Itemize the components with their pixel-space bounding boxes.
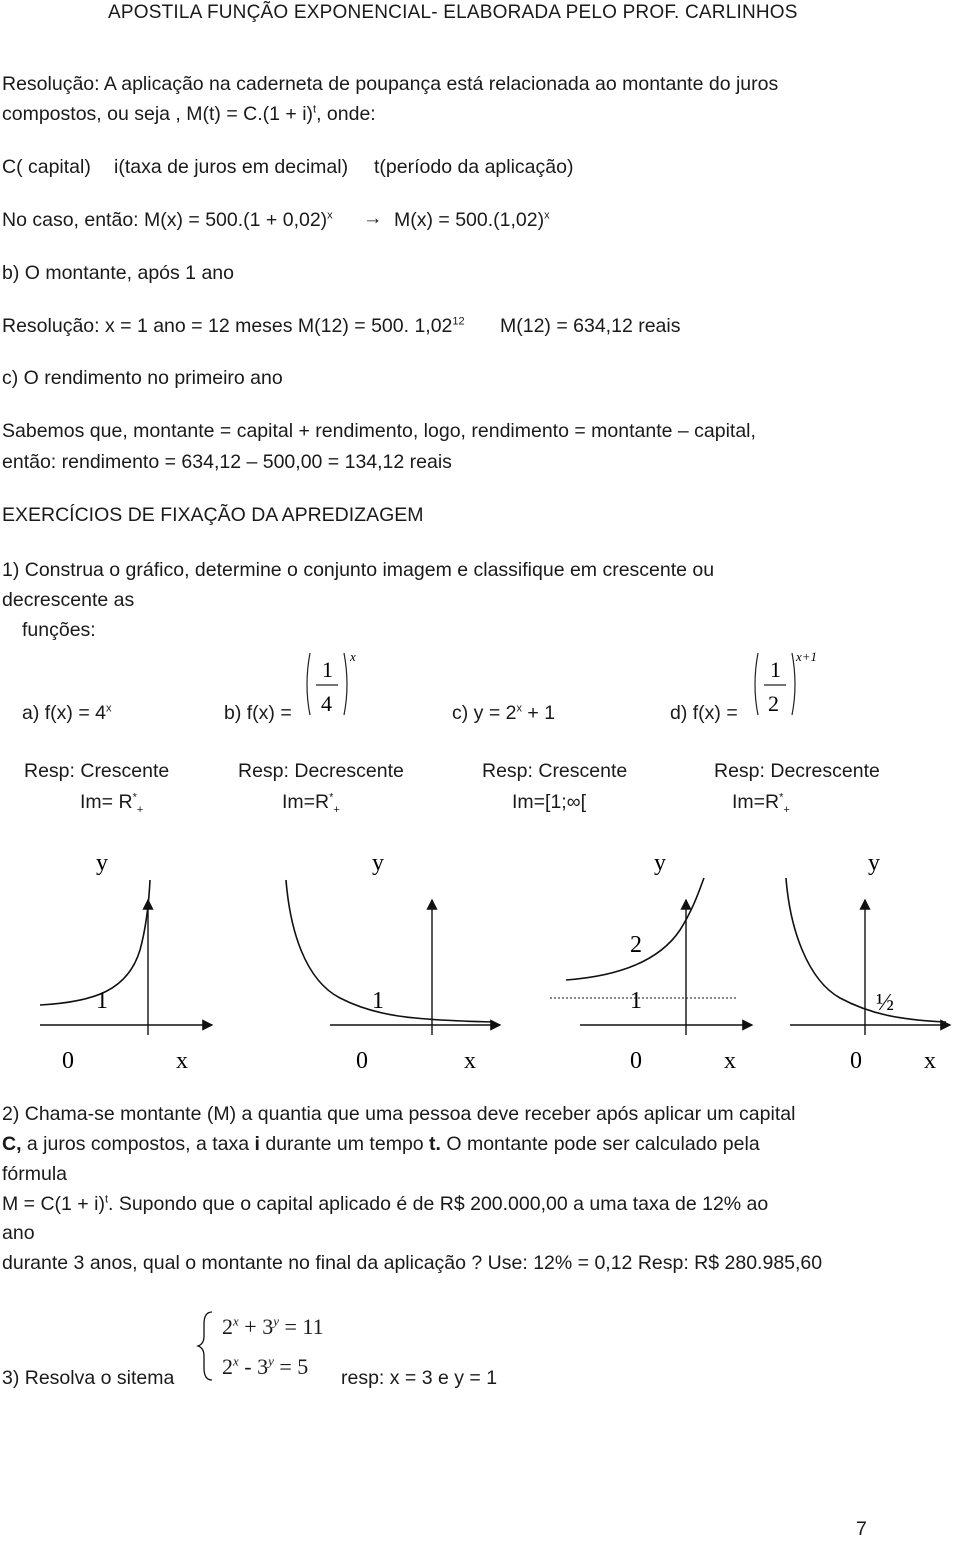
arrow-icon: → <box>363 207 383 229</box>
fraction-b-denominator: 4 <box>321 691 332 716</box>
ex1-func-c: c) $y = 2^x + 1$ <box>452 702 556 724</box>
graph-d-x-label: x <box>924 1048 936 1074</box>
answer-d-image: $Im=R^*_+$ <box>732 791 790 816</box>
intro-line-4: No caso, então: $M(x) = 500.(1 + 0,02)^x$ <box>2 209 333 231</box>
graph-c-mark-2: 2 <box>630 932 642 958</box>
graph-d-y-label: y <box>868 850 880 876</box>
graph-d <box>786 850 950 1074</box>
ex3-equation-1: $2^x + 3^y = 11$ <box>222 1313 324 1339</box>
graph-c <box>550 850 752 1074</box>
graph-a-x-label: x <box>176 1048 188 1074</box>
ex1-func-b-label: b) f(x) = <box>224 702 292 724</box>
page-header: APOSTILA FUNÇÃO EXPONENCIAL- ELABORADA PELO PROF. CARLINHOS <box>108 2 798 23</box>
answer-b-resp: Resp: Decrescente <box>238 760 404 782</box>
fraction-d-numerator: 1 <box>770 657 781 682</box>
graph-c-y-label: y <box>654 850 666 876</box>
graph-c-x-label: x <box>724 1048 736 1074</box>
item-b-resolution: Resolução: x = 1 ano = 12 meses M(12) = 500. 1,02$^{12}$ <box>2 315 465 337</box>
ex1-line-1: 1) Construa o gráfico, determine o conjunto imagem e classifique em crescente ou <box>2 559 715 581</box>
graph-a-curve <box>40 880 150 1005</box>
graphs <box>0 840 960 1080</box>
graph-b-y-label: y <box>372 850 384 876</box>
fraction-b-numerator: 1 <box>322 657 333 682</box>
graph-a-y-label: y <box>96 850 108 876</box>
intro-def-taxa: i(taxa de juros em decimal) <box>114 156 349 178</box>
ex1-line-2: decrescente as <box>2 589 135 611</box>
ex2-line-3: fórmula <box>2 1163 68 1185</box>
intro-def-capital: C( capital) <box>2 156 91 178</box>
ex1-func-a: a) $f(x) = 4^x$ <box>22 702 112 724</box>
answer-c-image: Im=[1;∞[ <box>512 791 587 813</box>
graph-d-mark: ½ <box>876 990 894 1016</box>
page-number: 7 <box>856 1518 867 1540</box>
graph-a-origin: 0 <box>62 1048 74 1074</box>
ex2-line-2: C, a juros compostos, a taxa i durante um tempo t. O montante pode ser calculado pela <box>2 1133 760 1155</box>
item-c-line-2: então: rendimento = 634,12 – 500,00 = 134,12 reais <box>2 451 452 473</box>
ex2-line-4: $M = C(1 + i)^t$. Supondo que o capital aplicado é de R$ 200.000,00 a uma taxa de 12% ao <box>2 1193 769 1215</box>
ex2-line-6: durante 3 anos, qual o montante no final da aplicação ? Use: 12% = 0,12 Resp: R$ 280.985,60 <box>2 1252 823 1274</box>
intro-def-periodo: t(período da aplicação) <box>374 156 574 178</box>
item-c-line-1: Sabemos que, montante = capital + rendimento, logo, rendimento = montante – capital, <box>2 420 756 442</box>
item-c-title: c) O rendimento no primeiro ano <box>2 367 283 389</box>
answer-b-image: $Im=R^*_+$ <box>282 791 340 816</box>
intro-line-4-result: $M(x) = 500.(1,02)^x$ <box>394 209 550 231</box>
item-b-title: b) O montante, após 1 ano <box>2 262 234 284</box>
fraction-b-exponent: x <box>350 649 356 664</box>
graph-b-x-label: x <box>464 1048 476 1074</box>
fraction-d-denominator: 2 <box>768 691 779 716</box>
ex2-line-1: 2) Chama-se montante (M) a quantia que uma pessoa deve receber após aplicar um capital <box>2 1103 796 1125</box>
graph-b-origin: 0 <box>356 1048 368 1074</box>
answer-c-resp: Resp: Crescente <box>482 760 628 782</box>
graph-a <box>40 850 212 1074</box>
item-b-result: M(12) = 634,12 reais <box>500 315 681 337</box>
ex1-func-d-label: d) f(x) = <box>670 702 738 724</box>
intro-line-1: Resolução: A aplicação na caderneta de poupança está relacionada ao montante do juros <box>2 73 779 95</box>
fraction-b <box>300 645 370 725</box>
ex1-line-3: funções: <box>22 619 96 641</box>
graph-b-curve <box>286 880 492 1022</box>
fraction-d <box>748 645 838 725</box>
fraction-d-exponent: x+1 <box>796 649 818 664</box>
ex3-answer: resp: x = 3 e y = 1 <box>341 1367 498 1389</box>
ex2-line-5: ano <box>2 1222 35 1244</box>
answer-a-resp: Resp: Crescente <box>24 760 170 782</box>
intro-line-2: compostos, ou seja , $M(t) = C.(1 + i)^t$, onde: <box>2 103 376 125</box>
graph-c-mark-1: 1 <box>630 988 642 1014</box>
graph-c-curve <box>566 878 704 980</box>
answer-a-image: $Im= R^*_+$ <box>80 791 144 816</box>
graph-a-mark: 1 <box>96 988 108 1014</box>
graph-b-mark: 1 <box>372 988 384 1014</box>
graph-c-origin: 0 <box>630 1048 642 1074</box>
graph-b <box>286 850 500 1074</box>
graph-d-origin: 0 <box>850 1048 862 1074</box>
ex3-label: 3) Resolva o sitema <box>2 1367 175 1389</box>
answer-d-resp: Resp: Decrescente <box>714 760 880 782</box>
graph-d-curve <box>786 878 946 1022</box>
section-title: EXERCÍCIOS DE FIXAÇÃO DA APREDIZAGEM <box>2 504 424 526</box>
ex3-equation-2: $2^x - 3^y = 5$ <box>222 1353 309 1379</box>
